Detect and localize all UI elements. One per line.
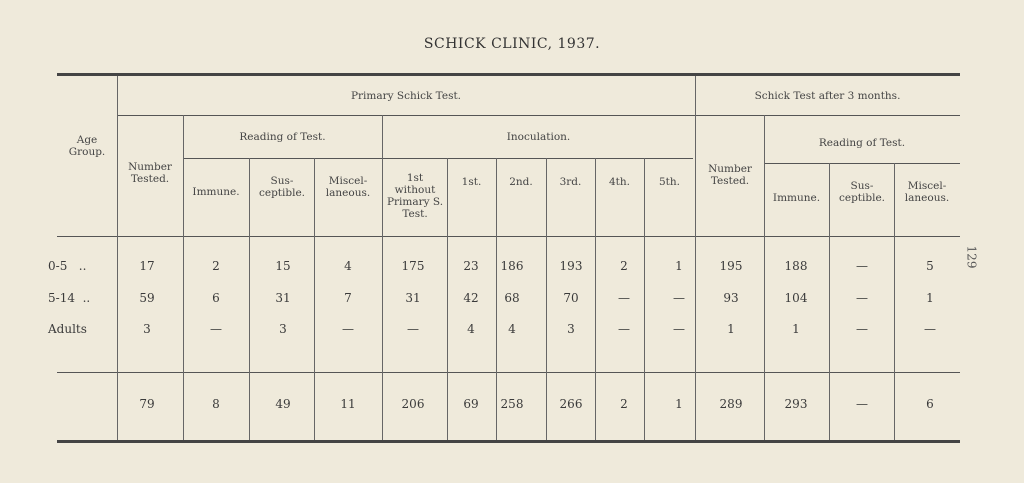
row-label: 5-14 .. — [48, 291, 91, 305]
header-primary-schick-test: Primary Schick Test. — [350, 90, 462, 102]
table-cell: — — [856, 259, 868, 273]
header-susceptible-after: Sus-ceptible. — [838, 180, 886, 204]
header-reading-of-test: Reading of Test. — [239, 131, 326, 143]
table-cell: — — [342, 322, 354, 336]
table-cell: 175 — [401, 259, 425, 273]
column-divider — [695, 76, 696, 440]
table-cell: — — [673, 291, 685, 305]
table-cell: 79 — [139, 397, 155, 411]
table-cell: 4 — [508, 322, 516, 336]
header-reading-of-test-after: Reading of Test. — [818, 137, 906, 149]
table-cell: — — [210, 322, 222, 336]
column-divider — [829, 163, 830, 440]
table-cell: — — [618, 291, 630, 305]
table-cell: 69 — [463, 397, 479, 411]
rule-under-group-headers — [117, 115, 960, 116]
table-cell: 104 — [784, 291, 808, 305]
table-cell: 193 — [559, 259, 583, 273]
table-cell: 293 — [784, 397, 808, 411]
header-inoculation-2nd: 2nd. — [509, 176, 533, 188]
table-cell: 7 — [344, 291, 352, 305]
table-cell: — — [856, 322, 868, 336]
column-divider — [644, 158, 645, 440]
table-cell: 2 — [620, 259, 628, 273]
page-number: 129 — [964, 245, 979, 269]
header-inoculation-4th: 4th. — [609, 176, 630, 188]
row-label: 0-5 .. — [48, 259, 87, 273]
table-cell: 23 — [463, 259, 479, 273]
header-inoculation-3rd: 3rd. — [559, 176, 582, 188]
bottom-rule — [57, 440, 960, 443]
table-cell: 266 — [559, 397, 583, 411]
column-divider — [595, 158, 596, 440]
table-cell: 15 — [275, 259, 291, 273]
table-cell: 1 — [675, 397, 683, 411]
column-divider — [183, 115, 184, 440]
table-cell: 3 — [567, 322, 575, 336]
table-cell: — — [924, 322, 936, 336]
column-divider — [249, 158, 250, 440]
table-cell: 1 — [675, 259, 683, 273]
column-divider — [382, 115, 383, 440]
table-cell: 206 — [401, 397, 425, 411]
table-cell: 17 — [139, 259, 155, 273]
table-cell: — — [673, 322, 685, 336]
table-cell: — — [856, 397, 868, 411]
header-miscellaneous: Miscel-laneous. — [325, 175, 371, 199]
table-cell: 4 — [344, 259, 352, 273]
column-divider — [314, 158, 315, 440]
column-divider — [447, 158, 448, 440]
table-cell: 70 — [563, 291, 579, 305]
column-divider — [117, 76, 118, 440]
table-cell: — — [618, 322, 630, 336]
header-immune: Immune. — [192, 186, 240, 198]
rule-under-subgroup-headers-2 — [764, 163, 960, 164]
table-cell: 186 — [500, 259, 524, 273]
header-schick-after-3-months: Schick Test after 3 months. — [754, 90, 901, 102]
table-cell: 93 — [723, 291, 739, 305]
table-cell: 2 — [212, 259, 220, 273]
table-cell: 59 — [139, 291, 155, 305]
table-cell: — — [407, 322, 419, 336]
header-inoculation-1st: 1st. — [461, 176, 482, 188]
table-cell: 31 — [275, 291, 291, 305]
header-age-group: Age Group. — [68, 134, 106, 158]
table-cell: 188 — [784, 259, 808, 273]
header-inoculation: Inoculation. — [506, 131, 571, 143]
table-cell: 11 — [340, 397, 356, 411]
row-label: Adults — [48, 322, 87, 336]
table-cell: 3 — [279, 322, 287, 336]
table-cell: 6 — [212, 291, 220, 305]
table-cell: 195 — [719, 259, 743, 273]
table-cell: 6 — [926, 397, 934, 411]
table-cell: 1 — [792, 322, 800, 336]
rule-under-headers — [57, 236, 960, 237]
table-cell: 49 — [275, 397, 291, 411]
table-cell: 258 — [500, 397, 524, 411]
table-cell: 1 — [727, 322, 735, 336]
rule-above-totals — [57, 372, 960, 373]
table-cell: 31 — [405, 291, 421, 305]
top-rule — [57, 73, 960, 76]
table-cell: 2 — [620, 397, 628, 411]
column-divider — [546, 158, 547, 440]
table-cell: 3 — [143, 322, 151, 336]
table-cell: 289 — [719, 397, 743, 411]
header-inoculation-5th: 5th. — [659, 176, 680, 188]
table-cell: 8 — [212, 397, 220, 411]
table-cell: 68 — [504, 291, 520, 305]
column-divider — [764, 115, 765, 440]
header-immune-after: Immune. — [772, 192, 821, 204]
table-cell: 4 — [467, 322, 475, 336]
header-miscellaneous-after: Miscel-laneous. — [904, 180, 950, 204]
header-susceptible: Sus-ceptible. — [258, 175, 306, 199]
table-cell: 5 — [926, 259, 934, 273]
header-first-without-primary: 1st without Primary S. Test. — [386, 172, 444, 220]
header-number-tested: Number Tested. — [128, 161, 172, 185]
column-divider — [894, 163, 895, 440]
table-cell: 1 — [926, 291, 934, 305]
table-cell: — — [856, 291, 868, 305]
rule-under-subgroup-headers — [183, 158, 693, 159]
table-cell: 42 — [463, 291, 479, 305]
table-title: SCHICK CLINIC, 1937. — [423, 36, 601, 52]
header-number-tested-after: Number Tested. — [708, 163, 752, 187]
